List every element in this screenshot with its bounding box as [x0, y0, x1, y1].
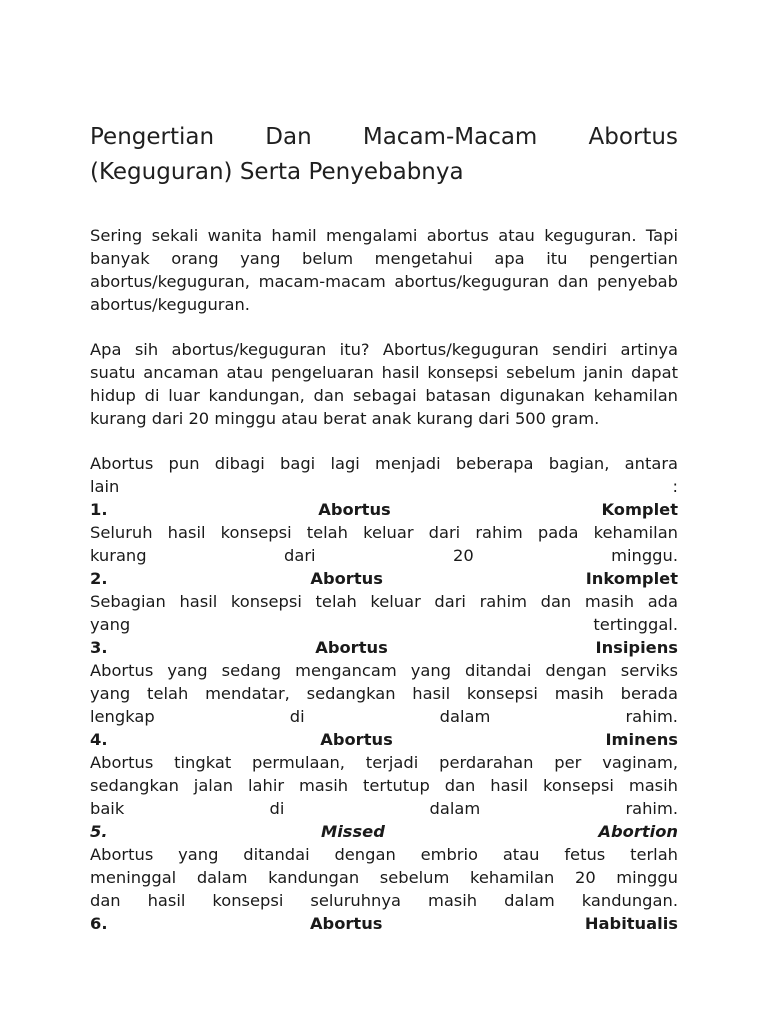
item-body-line: yang telah mendatar, sedangkan hasil konsepsi masih berada — [90, 684, 678, 703]
list-intro-line: lain : — [90, 477, 678, 496]
item-body-line: sedangkan jalan lahir masih tertutup dan hasil konsepsi masih — [90, 776, 678, 795]
abortus-types-list — [90, 452, 678, 935]
item-body-line: Abortus yang sedang mengancam yang ditandai dengan serviks — [90, 661, 678, 680]
document-title: Pengertian Dan Macam-Macam Abortus (Keguguran) Serta Penyebabnya — [90, 124, 678, 185]
document-page — [90, 120, 678, 935]
item-body-line: meninggal dalam kandungan sebelum kehamilan 20 minggu — [90, 868, 678, 887]
item-body-line: Sebagian hasil konsepsi telah keluar dari rahim dan masih ada — [90, 592, 678, 611]
item-body-line: Abortus tingkat permulaan, terjadi perdarahan per vaginam, — [90, 753, 678, 772]
item-heading: 2. Abortus Inkomplet — [90, 569, 678, 588]
item-heading: 6. Abortus Habitualis — [90, 914, 678, 933]
item-body-line: Abortus yang ditandai dengan embrio atau fetus terlah — [90, 845, 678, 864]
item-body-line: Seluruh hasil konsepsi telah keluar dari rahim pada kehamilan — [90, 523, 678, 542]
item-body-line: kurang dari 20 minggu. — [90, 546, 678, 565]
item-heading: 5. Missed Abortion — [90, 822, 678, 841]
item-body-line: lengkap di dalam rahim. — [90, 707, 678, 726]
item-heading: 1. Abortus Komplet — [90, 500, 678, 519]
list-intro-line: Abortus pun dibagi bagi lagi menjadi beberapa bagian, antara — [90, 454, 678, 473]
item-body-line: yang tertinggal. — [90, 615, 678, 634]
item-body-line: baik di dalam rahim. — [90, 799, 678, 818]
paragraph-intro: Sering sekali wanita hamil mengalami abortus atau keguguran. Tapi banyak orang yang belum mengetahui apa itu pengertian abortus/keguguran, macam-macam abortus/keguguran dan penyebab abortus/keguguran. — [90, 226, 678, 314]
item-body-line: dan hasil konsepsi seluruhnya masih dalam kandungan. — [90, 891, 678, 910]
item-heading: 4. Abortus Iminens — [90, 730, 678, 749]
paragraph-definition: Apa sih abortus/keguguran itu? Abortus/keguguran sendiri artinya suatu ancaman atau pengeluaran hasil konsepsi sebelum janin dapat hidup di luar kandungan, dan sebagai batasan digunakan kehamilan kurang dari 20 minggu atau berat anak kurang dari 500 gram. — [90, 340, 678, 428]
item-heading: 3. Abortus Insipiens — [90, 638, 678, 657]
